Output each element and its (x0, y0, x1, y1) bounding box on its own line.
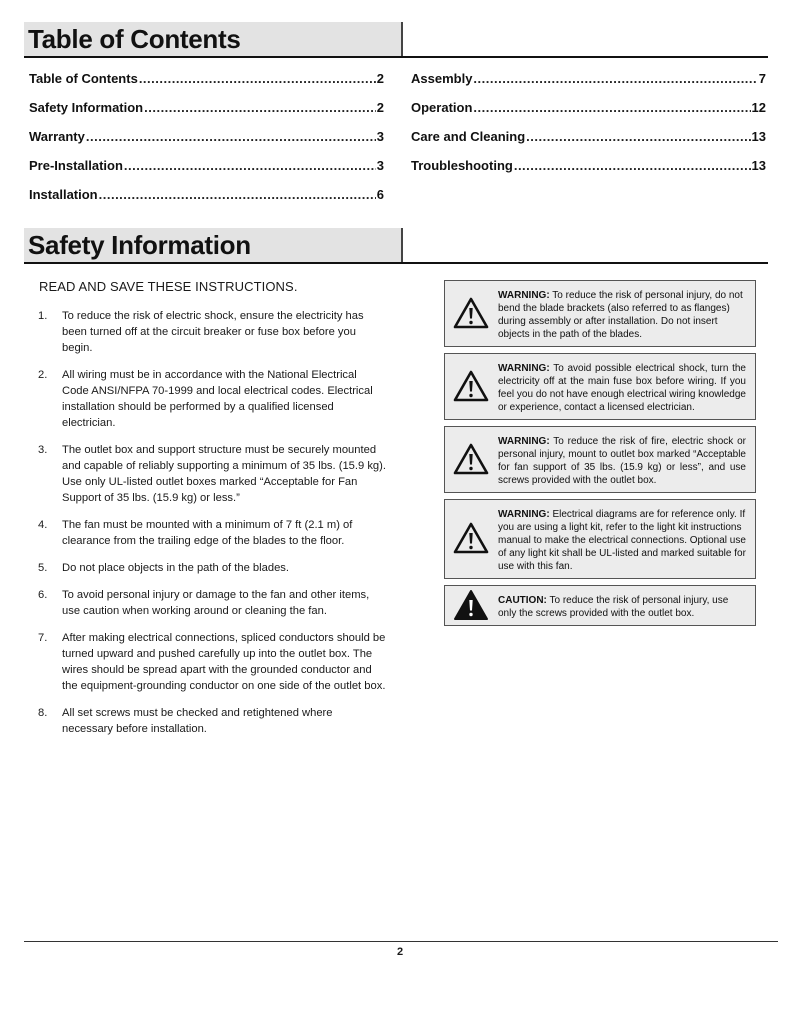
warning-text: Electrical diagrams are for reference only. If you are using a light kit, refer to the light kit instructions manual to make the electrical connections. Optional use of any light kit shall be UL-listed and marked suitable for use with this fan. (498, 509, 746, 572)
instruction-text: To avoid personal injury or damage to the fan and other items, use caution when working around or cleaning the fan. (62, 589, 370, 617)
warning-label: WARNING: (498, 363, 550, 374)
instruction-text: The outlet box and support structure must be securely mounted and capable of reliably supporting a minimum of 35 lbs. (15.9 kg). Use only UL-listed outlet boxes marked “Acceptable for Fan Support of 35 lbs. (15.9 kg) or less.” (62, 444, 386, 504)
toc-entry[interactable] (29, 100, 384, 129)
toc-dot-leader (99, 187, 376, 202)
instruction-item (38, 442, 386, 506)
toc-title: Table of Contents (28, 24, 241, 54)
toc-entry[interactable] (411, 71, 766, 100)
instruction-item (38, 630, 386, 694)
instruction-text: The fan must be mounted with a minimum of 7 ft (2.1 m) of clearance from the trailing edge of the blades to the floor. (62, 519, 353, 547)
toc-header (24, 22, 768, 58)
toc-entry-label: Table of Contents (29, 71, 138, 86)
instruction-text: Do not place objects in the path of the blades. (62, 562, 290, 574)
toc-entry-page: 13 (751, 129, 766, 144)
toc-entry[interactable] (411, 129, 766, 158)
instruction-number: 5. (38, 562, 48, 574)
warning-body (498, 508, 746, 573)
toc-dot-leader (86, 129, 376, 144)
warning-body (498, 594, 746, 620)
warning-body (498, 362, 746, 414)
toc-entry-label: Care and Cleaning (411, 129, 526, 144)
instruction-item (38, 517, 386, 549)
warning-text: To reduce the risk of fire, electric shock or personal injury, mount to outlet box marked “Acceptable for fan support of 35 lbs. (15.9 kg) or less”, and use screws provided with the outlet box. (498, 436, 746, 486)
warning-triangle-icon (453, 522, 489, 554)
instruction-item (38, 587, 386, 619)
instruction-number: 4. (38, 519, 48, 531)
warnings-column (444, 280, 756, 632)
safety-instructions-list (38, 308, 386, 748)
instruction-text: To reduce the risk of electric shock, ensure the electricity has been turned off at the circuit breaker or fuse box before you begin. (62, 310, 364, 354)
warning-triangle-icon (453, 297, 489, 329)
toc-entry-label: Installation (29, 187, 98, 202)
toc-entry-page: 2 (376, 71, 384, 86)
instruction-item (38, 308, 386, 356)
warning-label: CAUTION: (498, 595, 547, 606)
read-save-heading: READ AND SAVE THESE INSTRUCTIONS. (39, 279, 298, 294)
instruction-item (38, 367, 386, 431)
toc-entry[interactable] (29, 129, 384, 158)
warning-label: WARNING: (498, 436, 550, 447)
instruction-item (38, 560, 386, 576)
safety-header-tab (24, 228, 403, 262)
safety-title: Safety Information (28, 230, 251, 260)
instruction-number: 6. (38, 589, 48, 601)
instruction-number: 2. (38, 369, 48, 381)
instruction-text: All set screws must be checked and retightened where necessary before installation. (62, 707, 333, 735)
toc-entry-page: 12 (751, 100, 766, 115)
warning-label: WARNING: (498, 290, 550, 301)
toc-entry[interactable] (29, 187, 384, 216)
warning-triangle-icon (453, 443, 489, 475)
toc-entry[interactable] (29, 71, 384, 100)
caution-triangle-icon (453, 589, 489, 621)
toc-dot-leader (514, 158, 751, 173)
toc-dot-leader (144, 100, 376, 115)
toc-dot-leader (124, 158, 376, 173)
toc-right-column (411, 71, 766, 187)
warning-text: To reduce the risk of personal injury, use only the screws provided with the outlet box. (498, 595, 729, 619)
instruction-text: All wiring must be in accordance with the National Electrical Code ANSI/NFPA 70-1999 and local electrical codes. Electrical installation should be performed by a qualified licensed electrician. (62, 369, 373, 429)
footer-divider (24, 941, 778, 942)
safety-header (24, 228, 768, 264)
instruction-number: 3. (38, 444, 48, 456)
toc-entry-label: Pre-Installation (29, 158, 123, 173)
warning-text: To avoid possible electrical shock, turn the electricity off at the main fuse box before wiring. If you feel you do not have enough electrical wiring knowledge or experience, contact a licensed electrician. (498, 363, 746, 413)
toc-left-column (29, 71, 384, 216)
toc-dot-leader (473, 100, 750, 115)
toc-entry-page: 3 (376, 158, 384, 173)
toc-entry-label: Assembly (411, 71, 473, 86)
toc-entry-label: Safety Information (29, 100, 144, 115)
instruction-number: 7. (38, 632, 48, 644)
toc-dot-leader (526, 129, 750, 144)
instruction-number: 1. (38, 310, 48, 322)
warning-body (498, 289, 746, 341)
toc-entry-page: 2 (376, 100, 384, 115)
warning-text: To reduce the risk of personal injury, do not bend the blade brackets (also referred to as flanges) during assembly or after installation. Do not insert objects in the path of the blades. (498, 290, 743, 340)
toc-entry-page: 3 (376, 129, 384, 144)
warning-box (444, 280, 756, 347)
toc-entry-label: Troubleshooting (411, 158, 513, 173)
warning-box (444, 353, 756, 420)
warning-box (444, 499, 756, 579)
instruction-item (38, 705, 386, 737)
warning-body (498, 435, 746, 487)
toc-entry[interactable] (29, 158, 384, 187)
toc-entry-page: 13 (751, 158, 766, 173)
toc-entry-label: Operation (411, 100, 473, 115)
toc-header-tab (24, 22, 403, 56)
caution-box (444, 585, 756, 626)
warning-label: WARNING: (498, 509, 550, 520)
toc-dot-leader (473, 71, 757, 86)
toc-entry-page: 6 (376, 187, 384, 202)
page-number: 2 (396, 946, 404, 958)
warning-triangle-icon (453, 370, 489, 402)
toc-entry[interactable] (411, 158, 766, 187)
warning-box (444, 426, 756, 493)
instruction-number: 8. (38, 707, 48, 719)
toc-entry-page: 7 (758, 71, 766, 86)
toc-dot-leader (139, 71, 376, 86)
toc-entry[interactable] (411, 100, 766, 129)
instruction-text: After making electrical connections, spliced conductors should be turned upward and pushed carefully up into the outlet box. The wires should be spread apart with the grounded conductor and the equipment-grounding conductor on one side of the outlet box. (62, 632, 386, 692)
toc-entry-label: Warranty (29, 129, 85, 144)
